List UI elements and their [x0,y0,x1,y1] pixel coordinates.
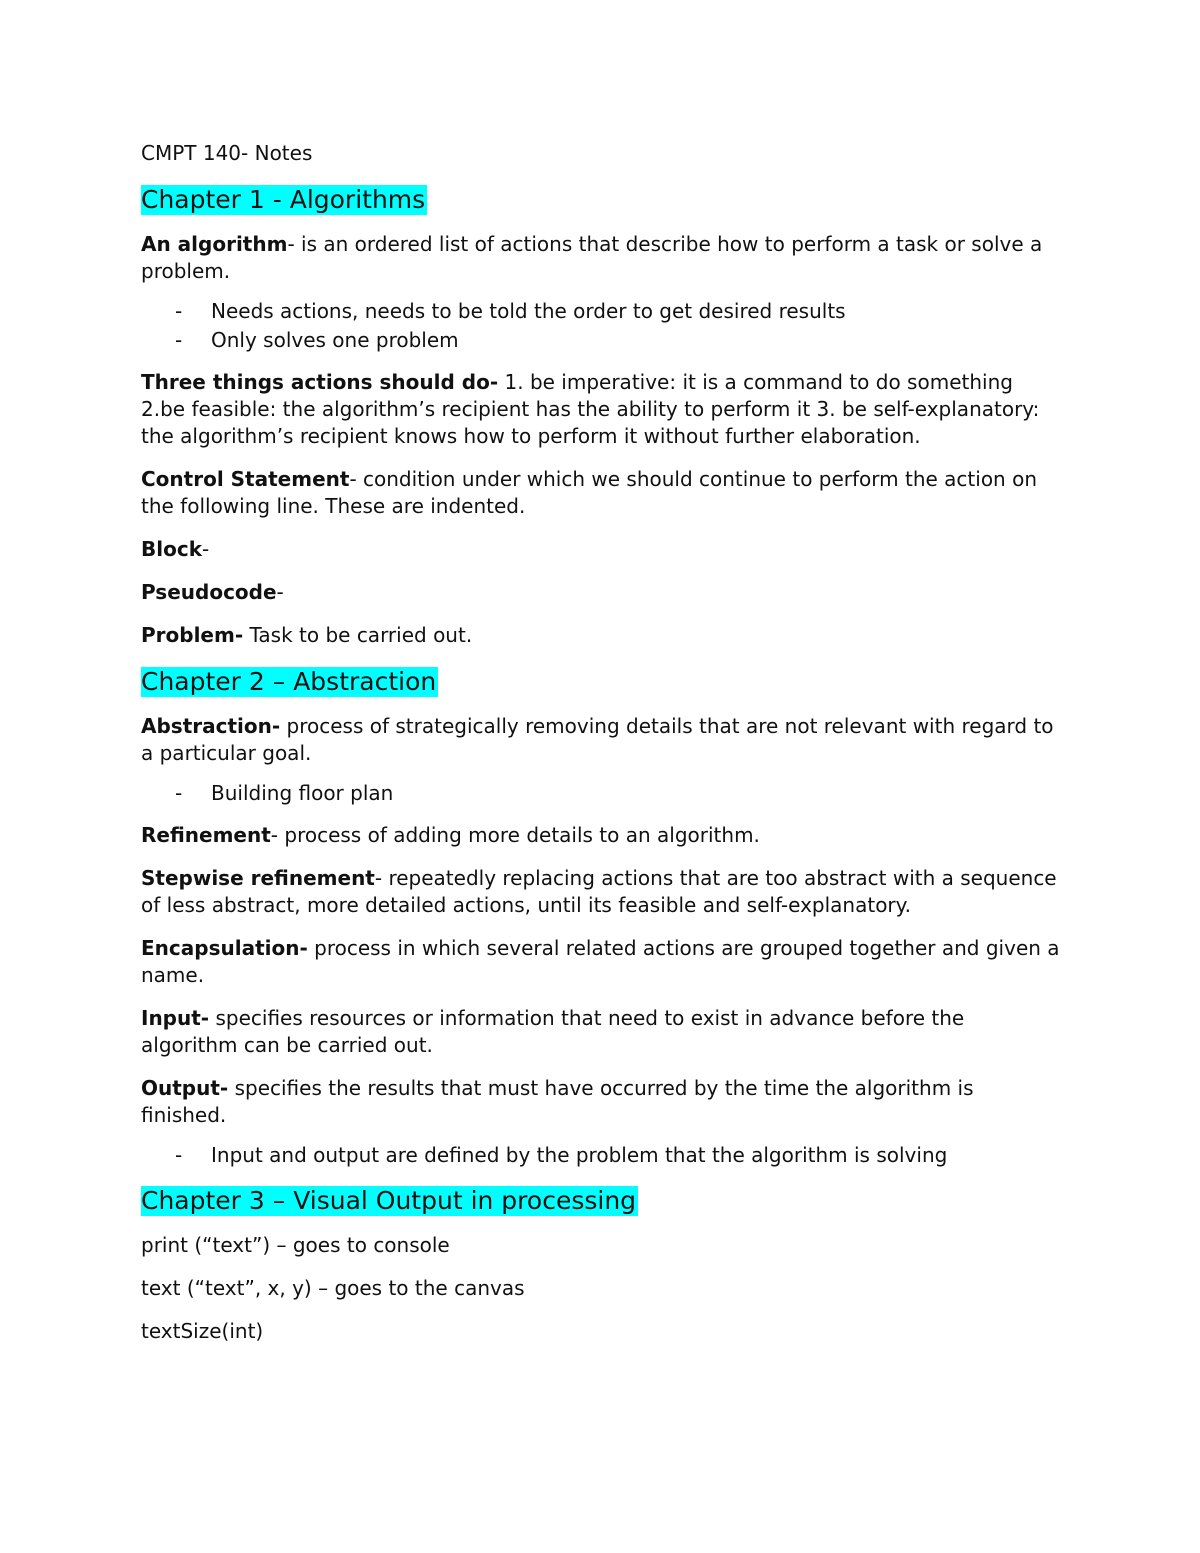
definition-pseudocode-text: - [276,580,284,604]
definition-control-statement-text: - condition under which we should continue to perform the action on the following line. These are indented. [141,467,1038,518]
definition-output [141,1075,1061,1129]
term-three-things: Three things actions should do- [141,370,499,394]
definition-abstraction-text: process of strategically removing details that are not relevant with regard to a particular goal. [141,714,1054,765]
list-item [141,1141,1061,1170]
definition-refinement-text: - process of adding more details to an algorithm. [270,823,760,847]
definition-output-text: specifies the results that must have occurred by the time the algorithm is finished. [141,1076,974,1127]
term-block: Block [141,537,202,561]
definition-pseudocode [141,579,1061,606]
definition-stepwise-refinement [141,865,1061,919]
definition-problem-text: Task to be carried out. [243,623,473,647]
definition-problem [141,622,1061,649]
definition-three-things-text: 1. be imperative: it is a command to do something 2.be feasible: the algorithm’s recipient has the ability to perform it 3. be self-explanatory: the algorithm’s recipient knows how to perform it without further elaboration. [141,370,1040,448]
term-stepwise-refinement: Stepwise refinement [141,866,375,890]
note-print: print (“text”) – goes to console [141,1233,450,1257]
definition-control-statement [141,466,1061,520]
definition-stepwise-refinement-text: - repeatedly replacing actions that are too abstract with a sequence of less abstract, more detailed actions, until its feasible and self-explanatory. [141,866,1057,917]
chapter-3-heading [141,1184,1061,1218]
term-pseudocode: Pseudocode [141,580,277,604]
bullet-dash: - [175,781,183,805]
term-abstraction: Abstraction- [141,714,281,738]
list-item-text: Only solves one problem [211,328,459,352]
definition-encapsulation-text: process in which several related actions are grouped together and given a name. [141,936,1060,987]
definition-algorithm-text: - is an ordered list of actions that describe how to perform a task or solve a problem. [141,232,1043,283]
definition-encapsulation [141,935,1061,989]
bullet-dash: - [175,1143,183,1167]
term-control-statement: Control Statement [141,467,350,491]
chapter-2-heading-text: Chapter 2 – Abstraction [141,667,437,696]
definition-three-things [141,369,1061,450]
note-textsize: textSize(int) [141,1319,264,1343]
term-refinement: Refinement [141,823,271,847]
bullet-list-algorithm [141,297,1061,355]
term-output: Output- [141,1076,229,1100]
chapter-2-heading [141,665,1061,699]
term-algorithm: An algorithm [141,232,288,256]
definition-abstraction [141,713,1061,767]
definition-refinement [141,822,1061,849]
note-text: text (“text”, x, y) – goes to the canvas [141,1276,525,1300]
list-item-text: Needs actions, needs to be told the order to get desired results [211,299,846,323]
chapter-1-heading-text: Chapter 1 - Algorithms [141,185,426,214]
definition-input-text: specifies resources or information that need to exist in advance before the algorithm can be carried out. [141,1006,965,1057]
term-encapsulation: Encapsulation- [141,936,308,960]
definition-block [141,536,1061,563]
list-item [141,297,1061,326]
list-item [141,779,1061,808]
list-item [141,326,1061,355]
list-item-text: Building floor plan [211,781,394,805]
bullet-list-input-output [141,1141,1061,1170]
document-title: CMPT 140- Notes [141,141,313,165]
document-page [141,140,1061,1361]
bullet-list-abstraction [141,779,1061,808]
bullet-dash: - [175,299,183,323]
definition-algorithm [141,231,1061,285]
chapter-3-heading-text: Chapter 3 – Visual Output in processing [141,1186,637,1215]
chapter-1-heading [141,183,1061,217]
term-problem: Problem- [141,623,244,647]
definition-block-text: - [202,537,210,561]
term-input: Input- [141,1006,210,1030]
bullet-dash: - [175,328,183,352]
definition-input [141,1005,1061,1059]
list-item-text: Input and output are defined by the problem that the algorithm is solving [211,1143,948,1167]
